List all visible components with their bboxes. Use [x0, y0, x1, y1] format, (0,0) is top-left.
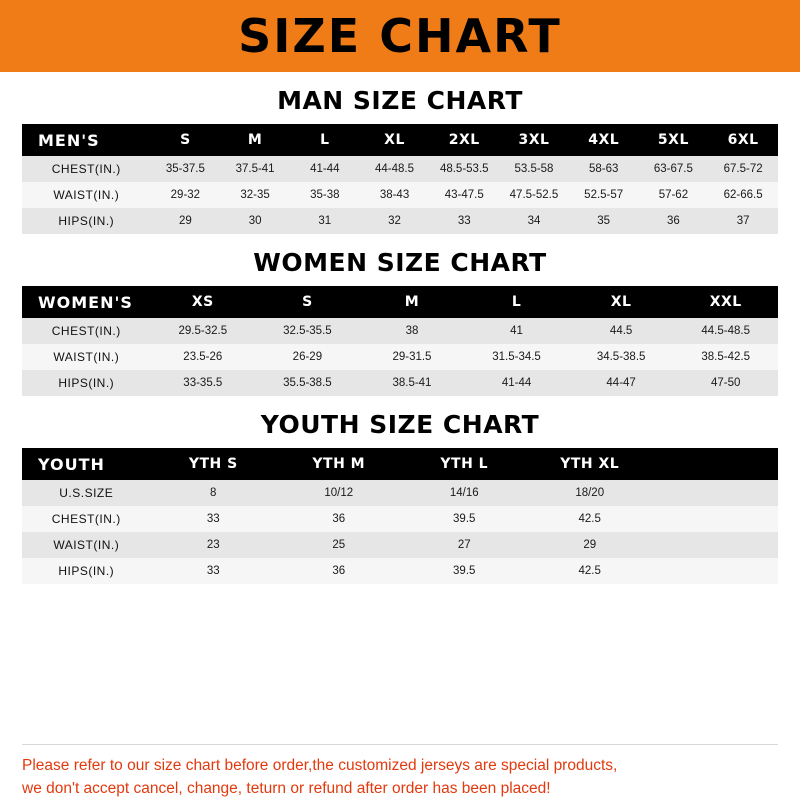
youth-section-title: YOUTH SIZE CHART — [260, 410, 540, 439]
men-row1-col1: 29-32 — [151, 182, 221, 208]
youth-header-5 — [652, 448, 778, 480]
youth-row1-col4: 42.5 — [527, 506, 652, 532]
men-row2-label: HIPS(IN.) — [22, 208, 151, 234]
youth-row1-col2: 36 — [276, 506, 401, 532]
men-row0-label: CHEST(IN.) — [22, 156, 151, 182]
women-row1-col3: 29-31.5 — [360, 344, 465, 370]
youth-row2-label: WAIST(IN.) — [22, 532, 151, 558]
men-row2-col6: 34 — [499, 208, 569, 234]
youth-header-3: YTH L — [401, 448, 526, 480]
youth-header-0: YOUTH — [22, 448, 151, 480]
women-row0-col4: 41 — [464, 318, 569, 344]
table-header-row — [22, 286, 778, 318]
youth-row3-col2: 36 — [276, 558, 401, 584]
table-row — [22, 370, 778, 396]
youth-row3-col5 — [652, 558, 778, 584]
men-row2-col7: 35 — [569, 208, 639, 234]
youth-row0-label: U.S.SIZE — [22, 480, 151, 506]
youth-row2-col5 — [652, 532, 778, 558]
women-row2-col5: 44-47 — [569, 370, 674, 396]
youth-row1-col1: 33 — [151, 506, 276, 532]
youth-header-2: YTH M — [276, 448, 401, 480]
women-row0-col3: 38 — [360, 318, 465, 344]
women-row0-label: CHEST(IN.) — [22, 318, 151, 344]
youth-row0-col4: 18/20 — [527, 480, 652, 506]
footer-note-line-1: Please refer to our size chart before order,the customized jerseys are special products, — [22, 757, 618, 775]
men-header-5: 2XL — [429, 124, 499, 156]
women-row1-col2: 26-29 — [255, 344, 360, 370]
table-row — [22, 480, 778, 506]
men-row2-col2: 30 — [220, 208, 290, 234]
youth-row2-col3: 27 — [401, 532, 526, 558]
youth-row3-col3: 39.5 — [401, 558, 526, 584]
women-row0-col5: 44.5 — [569, 318, 674, 344]
women-row1-col1: 23.5-26 — [151, 344, 256, 370]
men-row1-label: WAIST(IN.) — [22, 182, 151, 208]
youth-size-table — [22, 448, 778, 584]
men-header-4: XL — [360, 124, 430, 156]
youth-row2-col2: 25 — [276, 532, 401, 558]
women-row2-col4: 41-44 — [464, 370, 569, 396]
table-row — [22, 208, 778, 234]
men-header-0: MEN'S — [22, 124, 151, 156]
table-row — [22, 344, 778, 370]
table-header-row — [22, 448, 778, 480]
men-row1-col6: 47.5-52.5 — [499, 182, 569, 208]
youth-row0-col3: 14/16 — [401, 480, 526, 506]
men-size-table — [22, 124, 778, 234]
youth-row0-col5 — [652, 480, 778, 506]
youth-row1-col5 — [652, 506, 778, 532]
footer-note-line-2: we don't accept cancel, change, teturn or refund after order has been placed! — [22, 779, 551, 797]
women-row1-col5: 34.5-38.5 — [569, 344, 674, 370]
women-header-1: XS — [151, 286, 256, 318]
women-header-5: XL — [569, 286, 674, 318]
men-row0-col3: 41-44 — [290, 156, 360, 182]
women-header-0: WOMEN'S — [22, 286, 151, 318]
men-row0-col6: 53.5-58 — [499, 156, 569, 182]
table-row — [22, 182, 778, 208]
men-row1-col3: 35-38 — [290, 182, 360, 208]
men-row2-col4: 32 — [360, 208, 430, 234]
men-row2-col5: 33 — [429, 208, 499, 234]
youth-row2-col4: 29 — [527, 532, 652, 558]
youth-row3-col4: 42.5 — [527, 558, 652, 584]
women-row1-col4: 31.5-34.5 — [464, 344, 569, 370]
women-header-2: S — [255, 286, 360, 318]
men-row0-col7: 58-63 — [569, 156, 639, 182]
women-header-4: L — [464, 286, 569, 318]
men-header-2: M — [220, 124, 290, 156]
page-title: SIZE CHART — [238, 9, 562, 63]
men-row1-col2: 32-35 — [220, 182, 290, 208]
table-row — [22, 506, 778, 532]
men-row2-col1: 29 — [151, 208, 221, 234]
men-row1-col4: 38-43 — [360, 182, 430, 208]
men-row2-col3: 31 — [290, 208, 360, 234]
women-row0-col2: 32.5-35.5 — [255, 318, 360, 344]
men-header-1: S — [151, 124, 221, 156]
women-row2-label: HIPS(IN.) — [22, 370, 151, 396]
women-size-table — [22, 286, 778, 396]
women-row1-col6: 38.5-42.5 — [673, 344, 778, 370]
youth-row0-col1: 8 — [151, 480, 276, 506]
table-row — [22, 532, 778, 558]
men-header-3: L — [290, 124, 360, 156]
youth-header-4: YTH XL — [527, 448, 652, 480]
youth-row1-col3: 39.5 — [401, 506, 526, 532]
women-header-3: M — [360, 286, 465, 318]
men-row2-col9: 37 — [708, 208, 778, 234]
men-header-8: 5XL — [639, 124, 709, 156]
women-row2-col6: 47-50 — [673, 370, 778, 396]
youth-row0-col2: 10/12 — [276, 480, 401, 506]
youth-row2-col1: 23 — [151, 532, 276, 558]
women-row2-col1: 33-35.5 — [151, 370, 256, 396]
youth-row3-label: HIPS(IN.) — [22, 558, 151, 584]
men-row1-col5: 43-47.5 — [429, 182, 499, 208]
men-row1-col9: 62-66.5 — [708, 182, 778, 208]
chart-content — [0, 72, 800, 734]
men-header-9: 6XL — [708, 124, 778, 156]
women-row1-label: WAIST(IN.) — [22, 344, 151, 370]
men-header-7: 4XL — [569, 124, 639, 156]
table-row — [22, 318, 778, 344]
men-header-6: 3XL — [499, 124, 569, 156]
table-row — [22, 558, 778, 584]
women-row0-col1: 29.5-32.5 — [151, 318, 256, 344]
women-section-title: WOMEN SIZE CHART — [253, 248, 547, 277]
women-row2-col2: 35.5-38.5 — [255, 370, 360, 396]
men-row0-col1: 35-37.5 — [151, 156, 221, 182]
men-row1-col8: 57-62 — [639, 182, 709, 208]
men-row0-col8: 63-67.5 — [639, 156, 709, 182]
youth-header-1: YTH S — [151, 448, 276, 480]
men-row0-col4: 44-48.5 — [360, 156, 430, 182]
youth-row3-col1: 33 — [151, 558, 276, 584]
footer-note — [22, 744, 778, 800]
men-row0-col2: 37.5-41 — [220, 156, 290, 182]
men-section-title: MAN SIZE CHART — [277, 86, 523, 115]
women-row0-col6: 44.5-48.5 — [673, 318, 778, 344]
men-row0-col9: 67.5-72 — [708, 156, 778, 182]
table-header-row — [22, 124, 778, 156]
women-row2-col3: 38.5-41 — [360, 370, 465, 396]
men-row1-col7: 52.5-57 — [569, 182, 639, 208]
youth-row1-label: CHEST(IN.) — [22, 506, 151, 532]
header-banner — [0, 0, 800, 72]
men-row2-col8: 36 — [639, 208, 709, 234]
men-row0-col5: 48.5-53.5 — [429, 156, 499, 182]
women-header-6: XXL — [673, 286, 778, 318]
table-row — [22, 156, 778, 182]
